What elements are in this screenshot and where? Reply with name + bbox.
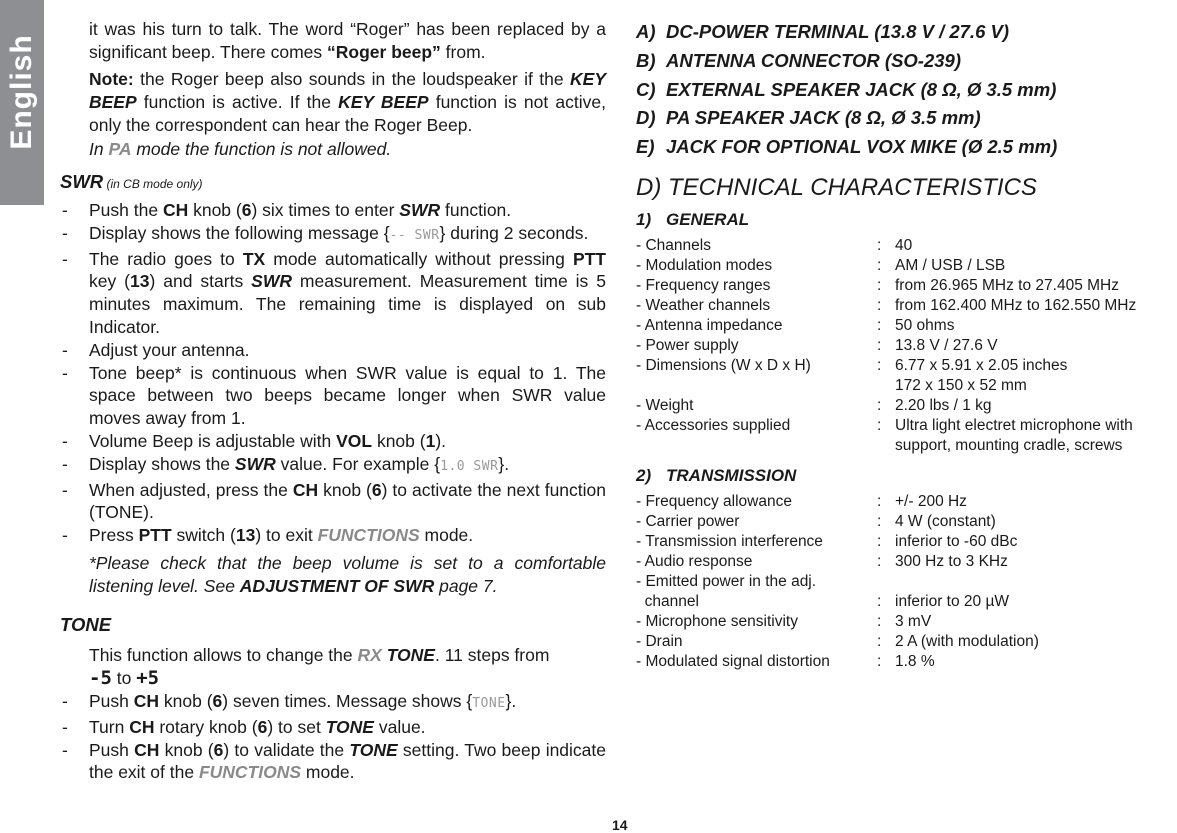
list-item: - Turn CH rotary knob (6) to set TONE value. [60, 716, 606, 739]
list-item: - Tone beep* is continuous when SWR value is equal to 1. The space between two beeps became longer when SWR value moves away from 1. [60, 362, 606, 430]
connector-item: C) EXTERNAL SPEAKER JACK (8 Ω, Ø 3.5 mm) [636, 78, 1057, 100]
spec-label: - Antenna impedance [636, 316, 783, 334]
spec-sep: : [877, 652, 882, 670]
spec-value: 3 mV [895, 612, 932, 630]
spec-sep: : [877, 492, 882, 510]
spec-label: - Dimensions (W x D x H) [636, 356, 811, 374]
connector-item: E) JACK FOR OPTIONAL VOX MIKE (Ø 2.5 mm) [636, 136, 1058, 158]
spec-label: - Channels [636, 236, 711, 254]
connector-item: B) ANTENNA CONNECTOR (SO-239) [636, 49, 961, 71]
table-row [636, 492, 1177, 512]
spec-sep: : [877, 236, 882, 254]
connector-list [636, 18, 1177, 162]
language-side-tab [0, 0, 44, 205]
spec-label: - Power supply [636, 336, 739, 354]
spec-label: channel [636, 592, 699, 610]
table-row [636, 592, 1177, 612]
table-row [636, 356, 1177, 376]
table-row [636, 256, 1177, 276]
connector-item: A) DC-POWER TERMINAL (13.8 V / 27.6 V) [636, 21, 1009, 42]
table-row [636, 276, 1177, 296]
spec-value: 13.8 V / 27.6 V [895, 336, 998, 354]
spec-value: Ultra light electret microphone with support, mounting cradle, screws [895, 416, 1133, 454]
spec-label: - Frequency ranges [636, 276, 771, 294]
spec-value: +/- 200 Hz [895, 492, 967, 510]
transmission-heading: 2) TRANSMISSION [636, 465, 797, 485]
spec-value: 4 W (constant) [895, 512, 996, 530]
list-item: - The radio goes to TX mode automatically without pressing PTT key (13) and starts SWR measurement. Measurement time is 5 minutes maximum. The remaining time is displayed on sub Indicator. [60, 248, 606, 339]
spec-sep: : [877, 336, 882, 354]
spec-label: - Carrier power [636, 512, 740, 530]
general-spec-table [636, 236, 1177, 456]
table-row [636, 552, 1177, 572]
spec-sep: : [877, 552, 882, 570]
left-column [60, 18, 606, 784]
pa-note: In PA mode the function is not allowed. [89, 139, 392, 159]
spec-value: 50 ohms [895, 316, 955, 334]
list-item: - Push the CH knob (6) six times to enter SWR function. [60, 199, 606, 222]
list-item: - Push CH knob (6) to validate the TONE setting. Two beep indicate the exit of the FUNCTIONS mode. [60, 739, 606, 785]
table-row [636, 396, 1177, 416]
spec-label: - Weight [636, 396, 694, 414]
table-row [636, 236, 1177, 256]
list-item: - Display shows the following message {-- SWR} during 2 seconds. [60, 222, 606, 248]
list-item: - When adjusted, press the CH knob (6) to activate the next function (TONE). [60, 479, 606, 525]
roger-intro: it was his turn to talk. The word “Roger” has been replaced by a significant beep. There comes “Roger beep” from. [89, 19, 606, 62]
tone-max-lcd: +5 [136, 666, 160, 689]
spec-value: 1.8 % [895, 652, 935, 670]
tone-steps [60, 690, 606, 784]
spec-label: - Modulation modes [636, 256, 773, 274]
spec-sep: : [877, 612, 882, 630]
spec-sep: : [877, 316, 882, 334]
spec-value [895, 572, 1177, 592]
table-row [636, 296, 1177, 316]
right-column [636, 18, 1177, 672]
lcd-message: -- SWR [389, 227, 440, 243]
list-item: - Display shows the SWR value. For example {1.0 SWR}. [60, 453, 606, 479]
roger-note: Note: the Roger beep also sounds in the loudspeaker if the KEY BEEP function is active. If the KEY BEEP function is not active, only the correspondent can hear the Roger Beep. [89, 69, 606, 135]
lcd-message: 1.0 SWR [440, 458, 499, 474]
swr-steps [60, 199, 606, 547]
spec-sep [877, 572, 895, 592]
table-row [636, 632, 1177, 652]
spec-label [636, 376, 877, 396]
spec-value: 172 x 150 x 52 mm [895, 376, 1027, 394]
swr-footnote: *Please check that the beep volume is set to a comfortable listening level. See ADJUSTMENT OF SWR page 7. [89, 552, 606, 596]
spec-label: - Accessories supplied [636, 416, 791, 434]
table-row [636, 336, 1177, 356]
spec-value: 2.20 lbs / 1 kg [895, 396, 992, 414]
spec-value: 40 [895, 236, 913, 254]
spec-sep: : [877, 276, 882, 294]
table-row [636, 612, 1177, 632]
table-row [636, 532, 1177, 552]
list-item: - Adjust your antenna. [60, 339, 606, 362]
spec-value: 2 A (with modulation) [895, 632, 1039, 650]
language-label: English [5, 34, 38, 150]
spec-value: AM / USB / LSB [895, 256, 1006, 274]
spec-sep: : [877, 592, 882, 610]
list-item: - Press PTT switch (13) to exit FUNCTIONS mode. [60, 524, 606, 547]
table-row [636, 416, 1177, 456]
spec-sep: : [877, 512, 882, 530]
spec-sep [877, 376, 895, 396]
tech-characteristics-title: D) TECHNICAL CHARACTERISTICS [636, 173, 1037, 201]
spec-sep: : [877, 632, 882, 650]
swr-heading: SWR (in CB mode only) [60, 171, 203, 192]
spec-label: - Frequency allowance [636, 492, 792, 510]
table-row [636, 316, 1177, 336]
spec-label: - Drain [636, 632, 683, 650]
table-row [636, 376, 1177, 396]
table-row [636, 652, 1177, 672]
spec-sep: : [877, 396, 882, 414]
table-row [636, 572, 1177, 592]
spec-sep: : [877, 356, 882, 374]
page-number: 14 [612, 817, 628, 833]
tone-heading: TONE [60, 613, 112, 635]
spec-label: - Transmission interference [636, 532, 823, 550]
general-heading: 1) GENERAL [636, 209, 750, 229]
spec-label: - Audio response [636, 552, 753, 570]
lcd-message: TONE [472, 695, 506, 711]
spec-sep: : [877, 532, 882, 550]
spec-label: - Emitted power in the adj. [636, 572, 817, 590]
spec-sep: : [877, 256, 882, 274]
spec-label: - Weather channels [636, 296, 771, 314]
spec-label: - Microphone sensitivity [636, 612, 798, 630]
spec-value: 6.77 x 5.91 x 2.05 inches [895, 356, 1068, 374]
transmission-spec-table [636, 492, 1177, 672]
spec-label: - Modulated signal distortion [636, 652, 830, 670]
table-row [636, 512, 1177, 532]
tone-min-lcd: -5 [89, 666, 112, 689]
list-item: - Volume Beep is adjustable with VOL knob (1). [60, 430, 606, 453]
list-item: - Push CH knob (6) seven times. Message shows {TONE}. [60, 690, 606, 716]
spec-value: inferior to 20 µW [895, 592, 1010, 610]
tone-intro: This function allows to change the RX TONE. 11 steps from -5 to +5 [89, 644, 550, 689]
spec-value: from 26.965 MHz to 27.405 MHz [895, 276, 1119, 294]
spec-value: 300 Hz to 3 KHz [895, 552, 1008, 570]
spec-sep: : [877, 296, 882, 314]
spec-sep: : [877, 416, 882, 434]
spec-value: inferior to -60 dBc [895, 532, 1018, 550]
connector-item: D) PA SPEAKER JACK (8 Ω, Ø 3.5 mm) [636, 107, 981, 129]
spec-value: from 162.400 MHz to 162.550 MHz [895, 296, 1137, 314]
